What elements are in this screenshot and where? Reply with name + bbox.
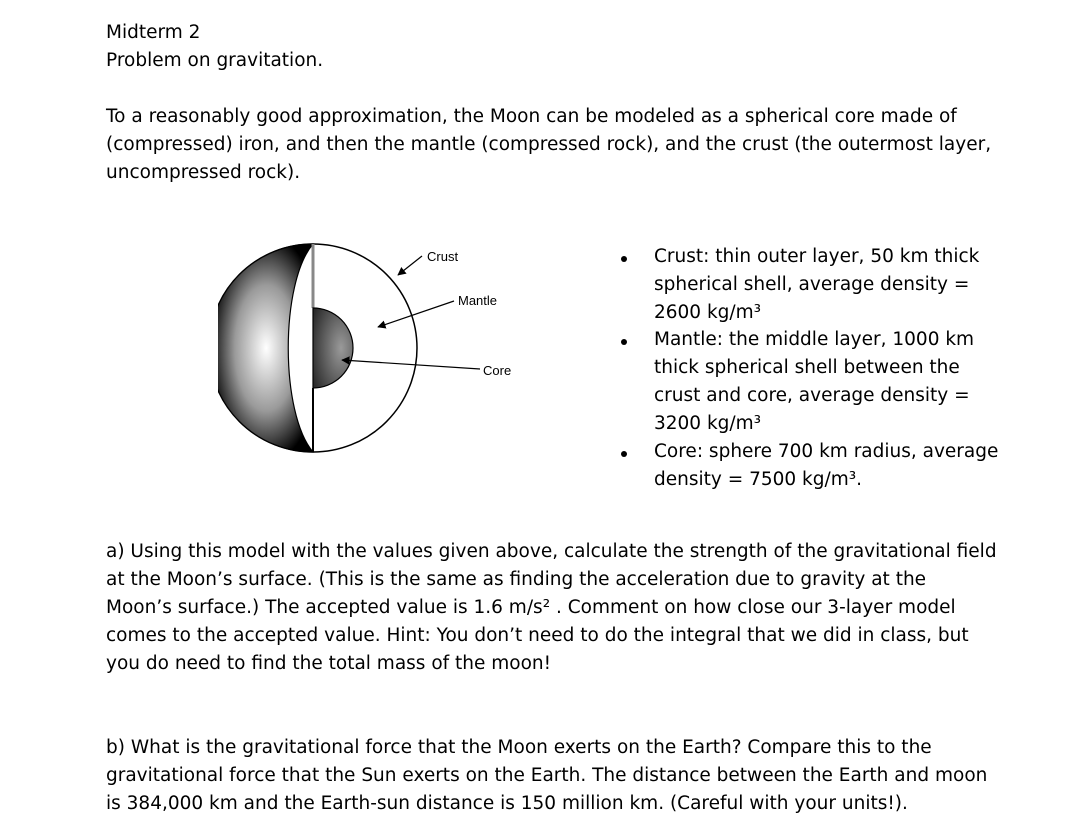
bullet-dot bbox=[621, 339, 627, 345]
part-a-line: Moon’s surface.) The accepted value is 1.6 m/s² . Comment on how close our 3-layer model bbox=[106, 597, 956, 618]
part-a-line: a) Using this model with the values given above, calculate the strength of the gravitational field bbox=[106, 541, 997, 562]
bullet-text: Crust: thin outer layer, 50 km thick bbox=[654, 246, 980, 267]
bullet-text: spherical shell, average density = bbox=[654, 274, 970, 295]
bullet-text: 2600 kg/m³ bbox=[654, 302, 762, 323]
bullet-text: Core: sphere 700 km radius, average bbox=[654, 441, 999, 462]
part-a-line: you do need to find the total mass of the moon! bbox=[106, 653, 552, 674]
part-a-line: comes to the accepted value. Hint: You don’t need to do the integral that we did in class, but bbox=[106, 625, 969, 646]
intro-line: (compressed) iron, and then the mantle (compressed rock), and the crust (the outermost layer, bbox=[106, 134, 992, 155]
intro-line: To a reasonably good approximation, the Moon can be modeled as a spherical core made of bbox=[106, 106, 957, 127]
part-a-line: at the Moon’s surface. (This is the same as finding the acceleration due to gravity at the bbox=[106, 569, 927, 590]
part-b-line: is 384,000 km and the Earth-sun distance is 150 million km. (Careful with your units!). bbox=[106, 793, 908, 814]
doc-title: Midterm 2 bbox=[106, 22, 201, 43]
part-b-line: b) What is the gravitational force that the Moon exerts on the Earth? Compare this to the bbox=[106, 737, 932, 758]
intro-line: uncompressed rock). bbox=[106, 162, 301, 183]
label-mantle: Mantle bbox=[458, 293, 498, 308]
bullet-text: 3200 kg/m³ bbox=[654, 413, 762, 434]
doc-subtitle: Problem on gravitation. bbox=[106, 50, 324, 71]
crust-pointer bbox=[398, 256, 422, 275]
bullet-text: thick spherical shell between the bbox=[654, 357, 960, 378]
label-crust: Crust bbox=[427, 249, 459, 264]
part-b-line: gravitational force that the Sun exerts on the Earth. The distance between the Earth and moon bbox=[106, 765, 988, 786]
bullet-dot bbox=[621, 256, 627, 262]
bullet-dot bbox=[621, 451, 627, 457]
moon-layers-diagram bbox=[218, 213, 520, 485]
bullet-text: crust and core, average density = bbox=[654, 385, 970, 406]
bullet-text: density = 7500 kg/m³. bbox=[654, 469, 863, 490]
bullet-text: Mantle: the middle layer, 1000 km bbox=[654, 329, 975, 350]
label-core: Core bbox=[483, 363, 512, 378]
